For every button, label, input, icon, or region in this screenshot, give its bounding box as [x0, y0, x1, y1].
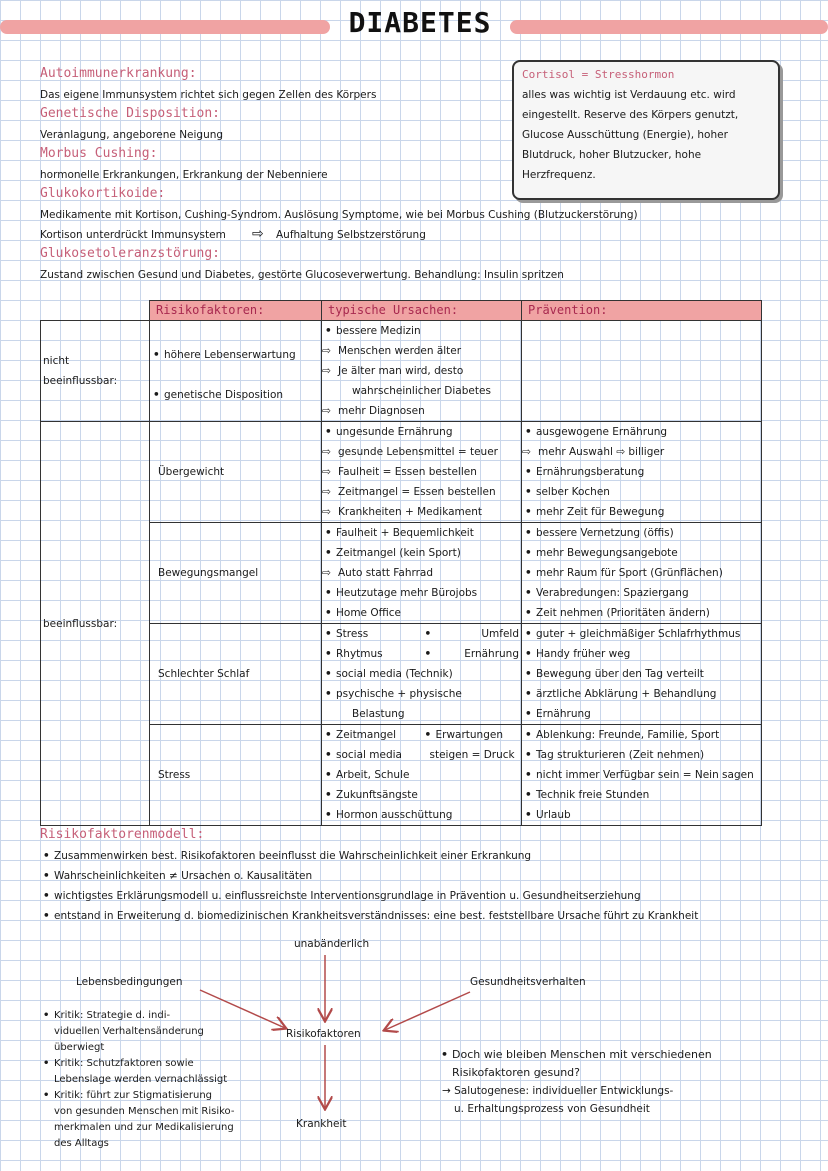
text-gluko-2b: Aufhaltung Selbstzerstörung: [276, 229, 426, 241]
arrow-icon: ⇨: [252, 226, 264, 242]
group-beeinflussbar: beeinflussbar:: [41, 422, 150, 826]
text-cushing: hormonelle Erkrankungen, Erkrankung der Nebenniere: [40, 169, 328, 181]
list-item: • Erwartungen: [422, 725, 520, 745]
list-item: • Ernährung: [522, 704, 761, 724]
list-item: ⇨ Menschen werden älter: [322, 341, 521, 361]
heading-cushing: Morbus Cushing:: [40, 146, 158, 161]
list-item: • Umfeld: [422, 624, 520, 644]
list-item: ⇨ Zeitmangel = Essen bestellen: [322, 482, 521, 502]
page-title: DIABETES: [348, 6, 492, 39]
list-item: • Stress: [322, 624, 422, 644]
list-item: ⇨ Auto statt Fahrrad: [322, 563, 521, 583]
list-item: • Home Office: [322, 603, 521, 623]
factor-bewegungsmangel: Bewegungsmangel: [150, 523, 322, 624]
list-item: • mehr Zeit für Bewegung: [522, 502, 761, 522]
factor-schlaf: Schlechter Schlaf: [150, 624, 322, 725]
diagram-left: Lebensbedingungen: [76, 976, 183, 988]
list-item: • social media (Technik): [322, 664, 521, 684]
list-item: • bessere Vernetzung (öffis): [522, 523, 761, 543]
list-item: • bessere Medizin: [322, 321, 521, 341]
list-item: • Faulheit + Bequemlichkeit: [322, 523, 521, 543]
list-item: • Technik freie Stunden: [522, 785, 761, 805]
cortisol-line: eingestellt. Reserve des Körpers genutzt,: [522, 109, 739, 121]
salutogenese-line2: u. Erhaltungsprozess von Gesundheit: [454, 1103, 650, 1115]
list-item: • social media: [322, 745, 422, 765]
factor-stress: Stress: [150, 725, 322, 826]
list-item: • wichtigstes Erklärungsmodell u. einflussreichste Interventionsgrundlage in Prävention u. Gesundheitserziehung: [40, 886, 740, 906]
header-praevention: Prävention:: [522, 301, 762, 321]
cortisol-line: Herzfrequenz.: [522, 169, 596, 181]
list-item: • mehr Raum für Sport (Grünflächen): [522, 563, 761, 583]
list-item: • Bewegung über den Tag verteilt: [522, 664, 761, 684]
list-item: • Urlaub: [522, 805, 761, 825]
list-item: • Ernährung: [422, 644, 520, 664]
list-item: ⇨ mehr Auswahl ⇨ billiger: [522, 442, 761, 462]
list-item: • nicht immer Verfügbar sein = Nein sagen: [522, 765, 761, 785]
diagram-center: Risikofaktoren: [286, 1028, 361, 1040]
list-item: • psychische + physische: [322, 684, 521, 704]
list-item: ⇨ mehr Diagnosen: [322, 401, 521, 421]
list-item: wahrscheinlicher Diabetes: [352, 385, 491, 397]
list-item: • Wahrscheinlichkeiten ≠ Ursachen o. Kausalitäten: [40, 866, 740, 886]
diagram-top: unabänderlich: [294, 938, 370, 950]
list-item: • Handy früher weg: [522, 644, 761, 664]
list-item: • Zusammenwirken best. Risikofaktoren beeinflusst die Wahrscheinlichkeit einer Erkrankung: [40, 846, 740, 866]
heading-glukose: Glukosetoleranzstörung:: [40, 246, 221, 261]
list-item: ⇨ Je älter man wird, desto: [322, 361, 521, 381]
list-item: • Heutzutage mehr Bürojobs: [322, 583, 521, 603]
text-gluko-1: Medikamente mit Kortison, Cushing-Syndrom. Auslösung Symptome, wie bei Morbus Cushing (Blutzuckerstörung): [40, 209, 638, 221]
list-item: • selber Kochen: [522, 482, 761, 502]
diagram-right: Gesundheitsverhalten: [470, 976, 586, 988]
list-item: • Ernährungsberatung: [522, 462, 761, 482]
diagram-bottom: Krankheit: [296, 1118, 347, 1130]
list-item: • Zeitmangel (kein Sport): [322, 543, 521, 563]
cortisol-title: Cortisol = Stresshormon: [522, 68, 675, 81]
list-item: • Zeit nehmen (Prioritäten ändern): [522, 603, 761, 623]
salutogenese-note: [438, 1046, 712, 1118]
text-gluko-2a: Kortison unterdrückt Immunsystem: [40, 229, 226, 241]
list-item: ⇨ Faulheit = Essen bestellen: [322, 462, 521, 482]
list-item: • ärztliche Abklärung + Behandlung: [522, 684, 761, 704]
list-item: • entstand in Erweiterung d. biomedizinischen Krankheitsverständnisses: eine best. feststellbare Ursache führt zu Krankheit: [40, 906, 740, 926]
list-item: • mehr Bewegungsangebote: [522, 543, 761, 563]
group-nicht-beeinflussbar: nicht beeinflussbar:: [41, 321, 150, 422]
list-item: • Kritik: Schutzfaktoren sowie Lebenslage werden vernachlässigt: [40, 1056, 234, 1088]
cortisol-line: alles was wichtig ist Verdauung etc. wird: [522, 89, 736, 101]
text-disposition: Veranlagung, angeborene Neigung: [40, 129, 224, 141]
header-ursachen: typische Ursachen:: [322, 301, 522, 321]
list-item: ⇨ gesunde Lebensmittel = teuer: [322, 442, 521, 462]
list-item: • Arbeit, Schule: [322, 765, 521, 785]
header-risikofaktoren: Risikofaktoren:: [150, 301, 322, 321]
text-glukose: Zustand zwischen Gesund und Diabetes, gestörte Glucoseverwertung. Behandlung: Insulin spritzen: [40, 269, 564, 281]
text-autoimmun: Das eigene Immunsystem richtet sich gegen Zellen des Körpers: [40, 89, 377, 101]
list-item: • Rhytmus: [322, 644, 422, 664]
salutogenese-line1: → Salutogenese: individueller Entwicklungs-: [442, 1085, 674, 1097]
heading-disposition: Genetische Disposition:: [40, 106, 221, 121]
list-item: • ungesunde Ernährung: [322, 422, 521, 442]
list-item: steigen = Druck: [429, 749, 515, 761]
list-item: • Tag strukturieren (Zeit nehmen): [522, 745, 761, 765]
critique-list: [40, 1008, 234, 1152]
list-item: • Zukunftsängste: [322, 785, 521, 805]
cortisol-line: Glucose Ausschüttung (Energie), hoher: [522, 129, 728, 141]
heading-model: Risikofaktorenmodell:: [40, 827, 205, 842]
list-item: ⇨ Krankheiten + Medikament: [322, 502, 521, 522]
list-item: Belastung: [352, 708, 405, 720]
arrow-right: [385, 992, 470, 1030]
list-item: • Kritik: führt zur Stigmatisierung von gesunden Menschen mit Risiko- merkmalen und zur Medikalisierung des Alltags: [40, 1088, 234, 1152]
list-item: • guter + gleichmäßiger Schlafrhythmus: [522, 624, 761, 644]
heading-gluko: Glukokortikoide:: [40, 186, 166, 201]
list-item: • ausgewogene Ernährung: [522, 422, 761, 442]
heading-autoimmun: Autoimmunerkrankung:: [40, 66, 197, 81]
list-item: • Kritik: Strategie d. indi- viduellen Verhaltensänderung überwiegt: [40, 1008, 234, 1056]
cortisol-line: Blutdruck, hoher Blutzucker, hohe: [522, 149, 702, 161]
factor-uebergewicht: Übergewicht: [150, 422, 322, 523]
list-item: • Zeitmangel: [322, 725, 422, 745]
list-item: • Verabredungen: Spaziergang: [522, 583, 761, 603]
list-item: • höhere Lebenserwartung: [150, 345, 321, 365]
list-item: • Ablenkung: Freunde, Familie, Sport: [522, 725, 761, 745]
list-item: • genetische Disposition: [150, 385, 321, 405]
list-item: • Hormon ausschüttung: [322, 805, 521, 825]
list-item: • Doch wie bleiben Menschen mit verschiedenen Risikofaktoren gesund?: [438, 1046, 712, 1082]
